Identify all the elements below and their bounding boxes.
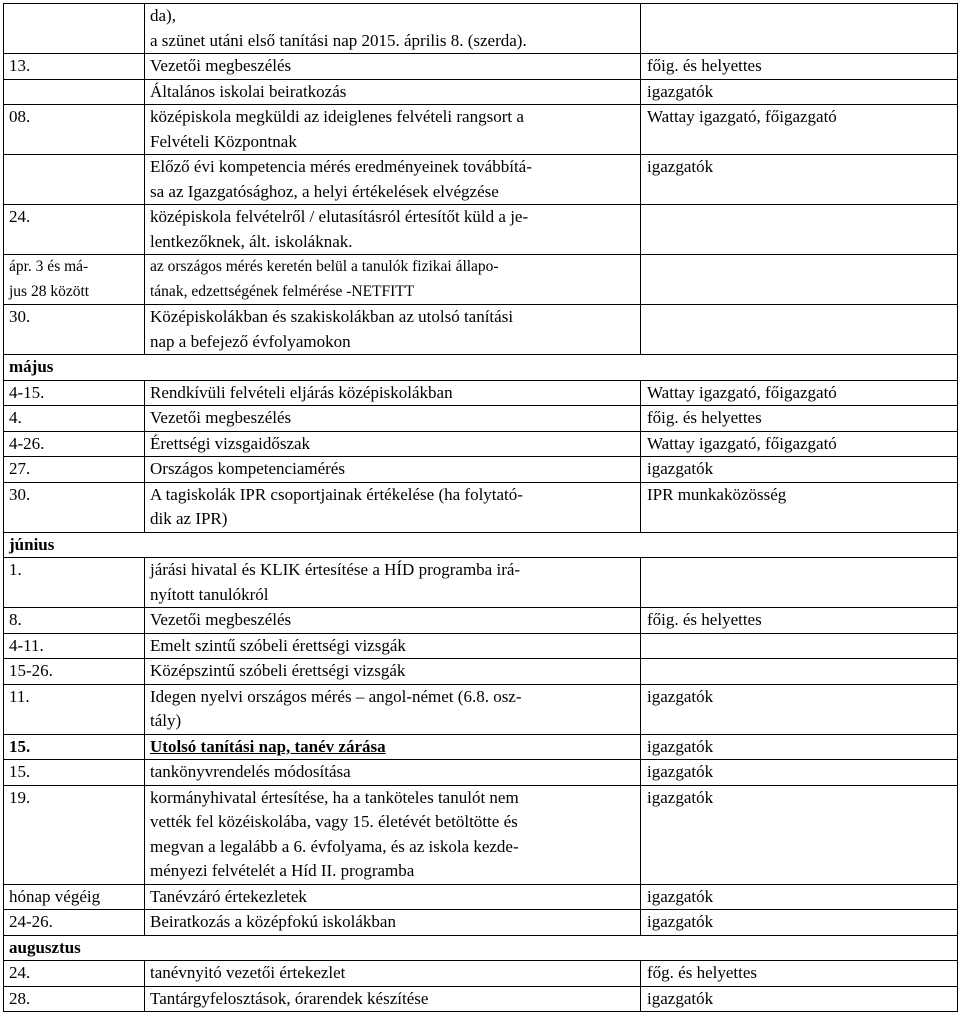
date-cell: 24. — [4, 205, 145, 255]
responsible-cell: Wattay igazgató, főigazgató — [641, 105, 958, 155]
responsible-cell: igazgatók — [641, 884, 958, 910]
schedule-row — [4, 986, 958, 1012]
task-cell: tanévnyitó vezetői értekezlet — [145, 961, 641, 987]
task-cell: középiskola megküldi az ideiglenes felvételi rangsort a Felvételi Központnak — [145, 105, 641, 155]
date-cell: 19. — [4, 785, 145, 884]
schedule-row — [4, 155, 958, 205]
schedule-row — [4, 305, 958, 355]
date-cell: 4-11. — [4, 633, 145, 659]
responsible-cell — [641, 659, 958, 685]
responsible-cell: főig. és helyettes — [641, 406, 958, 432]
task-cell: Beiratkozás a középfokú iskolákban — [145, 910, 641, 936]
date-cell: 15. — [4, 734, 145, 760]
task-cell: da), a szünet utáni első tanítási nap 2015. április 8. (szerda). — [145, 4, 641, 54]
task-cell: Tantárgyfelosztások, órarendek készítése — [145, 986, 641, 1012]
schedule-row — [4, 54, 958, 80]
task-cell: Tanévzáró értekezletek — [145, 884, 641, 910]
date-cell — [4, 79, 145, 105]
schedule-row — [4, 4, 958, 54]
date-cell: 11. — [4, 684, 145, 734]
task-cell — [145, 734, 641, 760]
responsible-cell: igazgatók — [641, 986, 958, 1012]
date-cell: 15. — [4, 760, 145, 786]
task-text: Utolsó tanítási nap, tanév zárása — [150, 736, 386, 756]
schedule-row — [4, 659, 958, 685]
responsible-cell: igazgatók — [641, 684, 958, 734]
task-cell: Rendkívüli felvételi eljárás középiskolákban — [145, 380, 641, 406]
schedule-table — [3, 3, 958, 1012]
date-cell: 4-15. — [4, 380, 145, 406]
responsible-cell — [641, 305, 958, 355]
date-cell: 27. — [4, 457, 145, 483]
schedule-row — [4, 785, 958, 884]
responsible-cell — [641, 558, 958, 608]
date-cell: 08. — [4, 105, 145, 155]
date-cell: hónap végéig — [4, 884, 145, 910]
responsible-cell: főig. és helyettes — [641, 54, 958, 80]
schedule-row — [4, 760, 958, 786]
task-cell: A tagiskolák IPR csoportjainak értékelése (ha folytató- dik az IPR) — [145, 482, 641, 532]
responsible-cell: Wattay igazgató, főigazgató — [641, 431, 958, 457]
schedule-row — [4, 608, 958, 634]
responsible-cell: igazgatók — [641, 155, 958, 205]
task-cell: kormányhivatal értesítése, ha a tanköteles tanulót nem vették fel közéiskolába, vagy 15. életévét betöltötte és megvan a legalább a 6. évfolyama, és az iskola kezde- ményezi felvételét a Híd II. programba — [145, 785, 641, 884]
task-cell: Vezetői megbeszélés — [145, 608, 641, 634]
date-cell: 1. — [4, 558, 145, 608]
responsible-cell: igazgatók — [641, 760, 958, 786]
schedule-row — [4, 910, 958, 936]
date-cell: 13. — [4, 54, 145, 80]
month-header-row — [4, 355, 958, 381]
responsible-cell: igazgatók — [641, 457, 958, 483]
task-cell: járási hivatal és KLIK értesítése a HÍD programba irá- nyított tanulókról — [145, 558, 641, 608]
month-label: augusztus — [4, 935, 958, 961]
date-cell: 4. — [4, 406, 145, 432]
date-cell: 30. — [4, 482, 145, 532]
task-cell: Vezetői megbeszélés — [145, 406, 641, 432]
month-label: május — [4, 355, 958, 381]
task-cell: Érettségi vizsgaidőszak — [145, 431, 641, 457]
schedule-row — [4, 734, 958, 760]
schedule-row — [4, 431, 958, 457]
date-cell: 15-26. — [4, 659, 145, 685]
task-cell: középiskola felvételről / elutasításról értesítőt küld a je- lentkezőknek, ált. iskoláknak. — [145, 205, 641, 255]
date-cell — [4, 4, 145, 54]
task-cell: az országos mérés keretén belül a tanulók fizikai állapo- tának, edzettségének felmérése -NETFITT — [145, 255, 641, 305]
month-header-row — [4, 935, 958, 961]
schedule-row — [4, 406, 958, 432]
schedule-row — [4, 684, 958, 734]
date-cell: 30. — [4, 305, 145, 355]
task-cell: Középszintű szóbeli érettségi vizsgák — [145, 659, 641, 685]
responsible-cell: főig. és helyettes — [641, 608, 958, 634]
schedule-row — [4, 633, 958, 659]
date-cell: 4-26. — [4, 431, 145, 457]
responsible-cell: Wattay igazgató, főigazgató — [641, 380, 958, 406]
schedule-row — [4, 884, 958, 910]
schedule-row — [4, 105, 958, 155]
schedule-row — [4, 961, 958, 987]
date-cell: 24. — [4, 961, 145, 987]
schedule-row — [4, 79, 958, 105]
month-label: június — [4, 532, 958, 558]
responsible-cell — [641, 633, 958, 659]
schedule-row — [4, 380, 958, 406]
responsible-cell — [641, 255, 958, 305]
month-header-row — [4, 532, 958, 558]
schedule-row — [4, 558, 958, 608]
responsible-cell: IPR munkaközösség — [641, 482, 958, 532]
schedule-row — [4, 457, 958, 483]
responsible-cell: igazgatók — [641, 79, 958, 105]
task-cell: Emelt szintű szóbeli érettségi vizsgák — [145, 633, 641, 659]
date-cell: ápr. 3 és má- jus 28 között — [4, 255, 145, 305]
task-cell: Általános iskolai beiratkozás — [145, 79, 641, 105]
date-cell: 8. — [4, 608, 145, 634]
task-cell: tankönyvrendelés módosítása — [145, 760, 641, 786]
responsible-cell: igazgatók — [641, 734, 958, 760]
date-cell: 24-26. — [4, 910, 145, 936]
responsible-cell — [641, 205, 958, 255]
responsible-cell — [641, 4, 958, 54]
schedule-row — [4, 482, 958, 532]
task-cell: Előző évi kompetencia mérés eredményeinek továbbítá- sa az Igazgatósághoz, a helyi értékelések elvégzése — [145, 155, 641, 205]
task-cell: Vezetői megbeszélés — [145, 54, 641, 80]
task-cell: Középiskolákban és szakiskolákban az utolsó tanítási nap a befejező évfolyamokon — [145, 305, 641, 355]
schedule-row — [4, 205, 958, 255]
schedule-row — [4, 255, 958, 305]
task-cell: Országos kompetenciamérés — [145, 457, 641, 483]
responsible-cell: főg. és helyettes — [641, 961, 958, 987]
responsible-cell: igazgatók — [641, 785, 958, 884]
date-cell: 28. — [4, 986, 145, 1012]
date-cell — [4, 155, 145, 205]
task-cell: Idegen nyelvi országos mérés – angol-német (6.8. osz- tály) — [145, 684, 641, 734]
responsible-cell: igazgatók — [641, 910, 958, 936]
